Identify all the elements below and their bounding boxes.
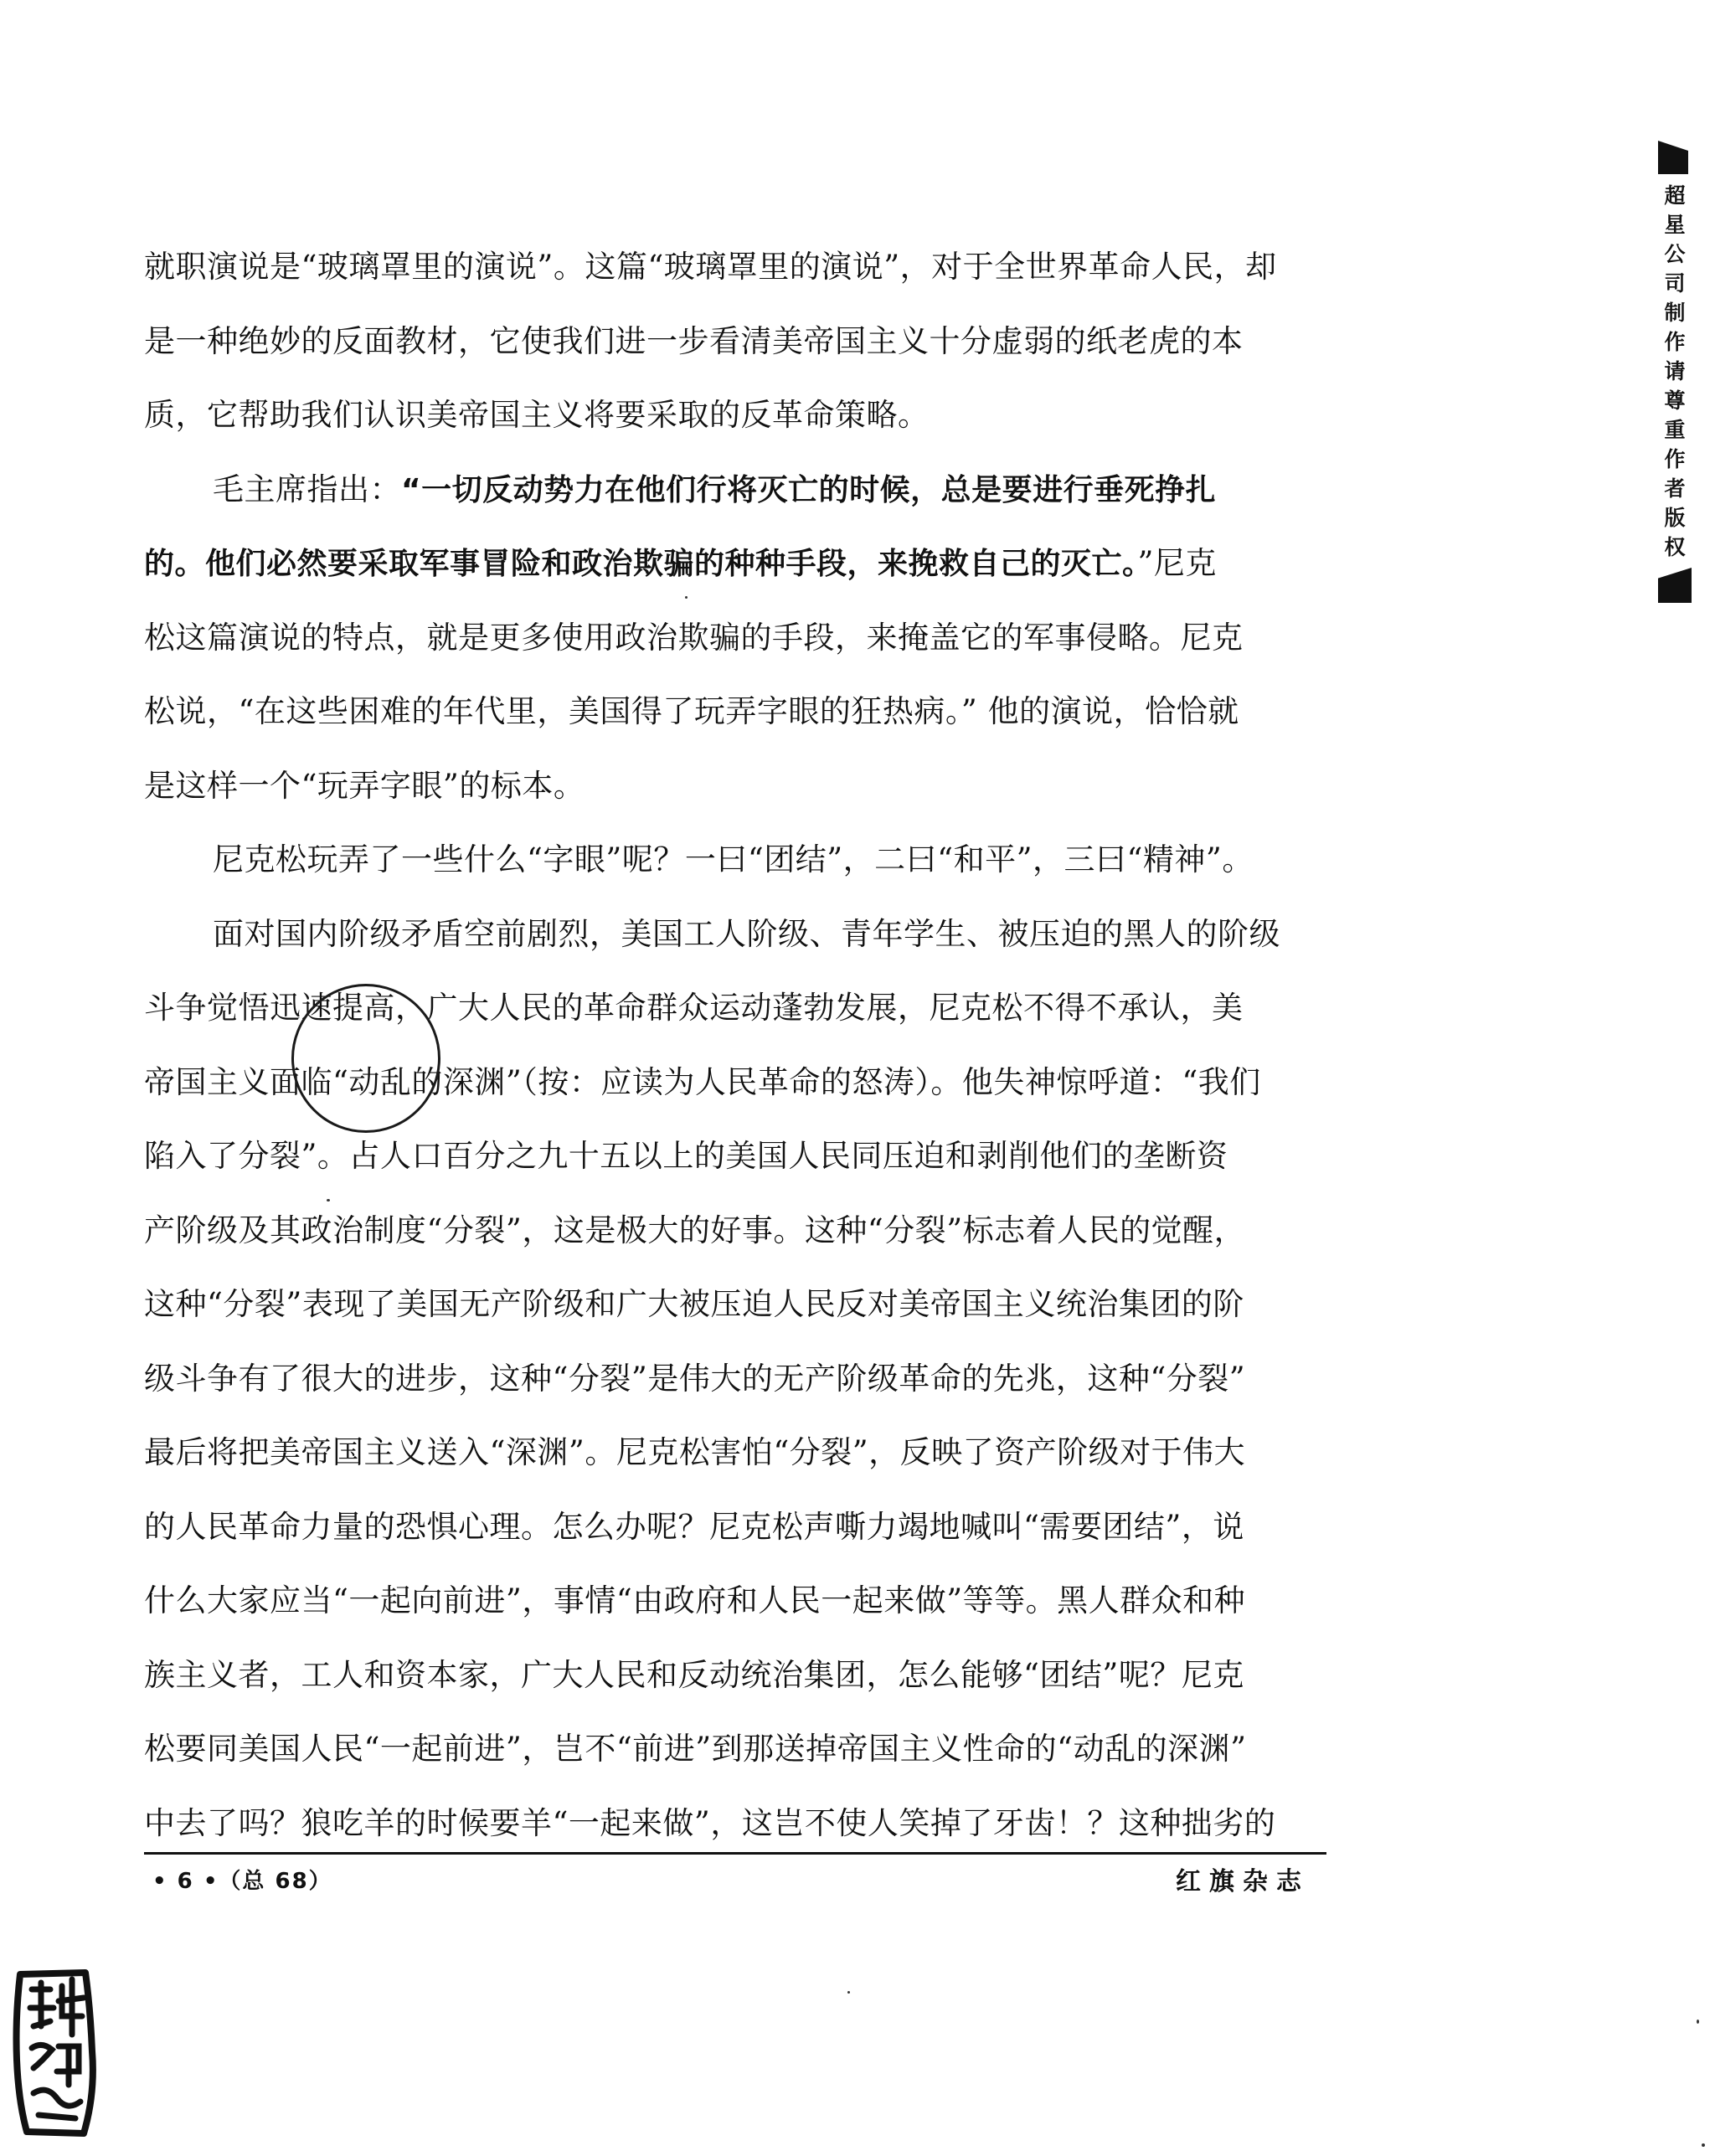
text-line: 面对国内阶级矛盾空前剧烈，美国工人阶级、青年学生、被压迫的黑人的阶级: [213, 915, 1280, 952]
text-line: 陷入了分裂”。占人口百分之九十五以上的美国人民同压迫和剥削他们的垄断资: [144, 1138, 1228, 1174]
text-line: 松说，“在这些困难的年代里，美国得了玩弄字眼的狂热病。” 他的演说，恰恰就: [144, 693, 1239, 729]
text-line: 斗争觉悟迅速提高，广大人民的革命群众运动蓬勃发展，尼克松不得不承认，美: [144, 990, 1244, 1026]
text-line: 松要同美国人民“一起前进”，岂不“前进”到那送掉帝国主义性命的“动乱的深渊”: [144, 1731, 1247, 1767]
text-line: 的人民革命力量的恐惧心理。怎么办呢？尼克松声嘶力竭地喊叫“需要团结”，说: [144, 1508, 1244, 1545]
text-line: 族主义者，工人和资本家，广大人民和反动统治集团，怎么能够“团结”呢？尼克: [144, 1656, 1244, 1693]
text-line: 这种“分裂”表现了美国无产阶级和广大被压迫人民反对美帝国主义统治集团的阶: [144, 1286, 1244, 1322]
text-line: 帝国主义面临“动乱的深渊”（按：应读为人民革命的怒涛）。他失神惊呼道：“我们: [144, 1063, 1261, 1100]
text-line: 尼克松玩弄了一些什么“字眼”呢？一曰“团结”，二曰“和平”，三曰“精神”。: [213, 841, 1254, 877]
quote-line: [144, 453, 1326, 527]
strip-bar-icon: [1658, 568, 1692, 603]
scan-speck: [1697, 2020, 1699, 2024]
page-number: • 6 •（总 68）: [152, 1869, 332, 1894]
text-line: 是这样一个“玩弄字眼”的标本。: [144, 767, 585, 804]
footer-divider: [144, 1852, 1326, 1855]
text-line: 就职演说是“玻璃罩里的演说”。这篇“玻璃罩里的演说”，对于全世界革命人民，却: [144, 249, 1277, 285]
journal-name: 红旗杂志: [1176, 1867, 1310, 1896]
text-line: 是一种绝妙的反面教材，它使我们进一步看清美帝国主义十分虚弱的纸老虎的本: [144, 322, 1244, 359]
text-line: 级斗争有了很大的进步，这种“分裂”是伟大的无产阶级革命的先兆，这种“分裂”: [144, 1360, 1246, 1397]
seal-stamp-icon: [8, 1968, 102, 2139]
bold-quote: “一切反动势力在他们行将灭亡的时候，总是要进行垂死挣扎: [401, 472, 1217, 507]
strip-bar-icon: [1658, 141, 1688, 174]
text-line: 最后将把美帝国主义送入“深渊”。尼克松害怕“分裂”，反映了资产阶级对于伟大: [144, 1434, 1246, 1470]
scan-speck: [327, 1199, 330, 1201]
quote-line: [144, 527, 1326, 601]
bold-quote: 的。他们必然要采取军事冒险和政治欺骗的种种手段，来挽救自己的灭亡。: [144, 547, 1138, 581]
seal-stamp-graphic: [8, 1968, 102, 2139]
text-line: 中去了吗？狼吃羊的时候要羊“一起来做”，这岂不使人笑掉了牙齿！？这种拙劣的: [144, 1804, 1276, 1841]
quote-tail: ”尼克: [1137, 545, 1217, 581]
quote-lead: 毛主席指出：: [213, 471, 401, 507]
scan-speck: [1702, 2143, 1705, 2147]
scan-speck: [685, 596, 688, 599]
text-line: 质，它帮助我们认识美帝国主义将要采取的反革命策略。: [144, 397, 930, 433]
scan-speck: [847, 1991, 850, 1994]
copyright-notice: 超星公司制作请尊重作者版权: [1664, 183, 1686, 559]
text-line: 什么大家应当“一起向前进”，事情“由政府和人民一起来做”等等。黑人群众和种: [144, 1582, 1246, 1618]
copyright-strip: [1658, 141, 1693, 610]
text-line: 产阶级及其政治制度“分裂”，这是极大的好事。这种“分裂”标志着人民的觉醒，: [144, 1212, 1246, 1248]
text-line: 松这篇演说的特点，就是更多使用政治欺骗的手段，来掩盖它的军事侵略。尼克: [144, 619, 1244, 656]
hand-drawn-circle-mark: [291, 984, 440, 1133]
